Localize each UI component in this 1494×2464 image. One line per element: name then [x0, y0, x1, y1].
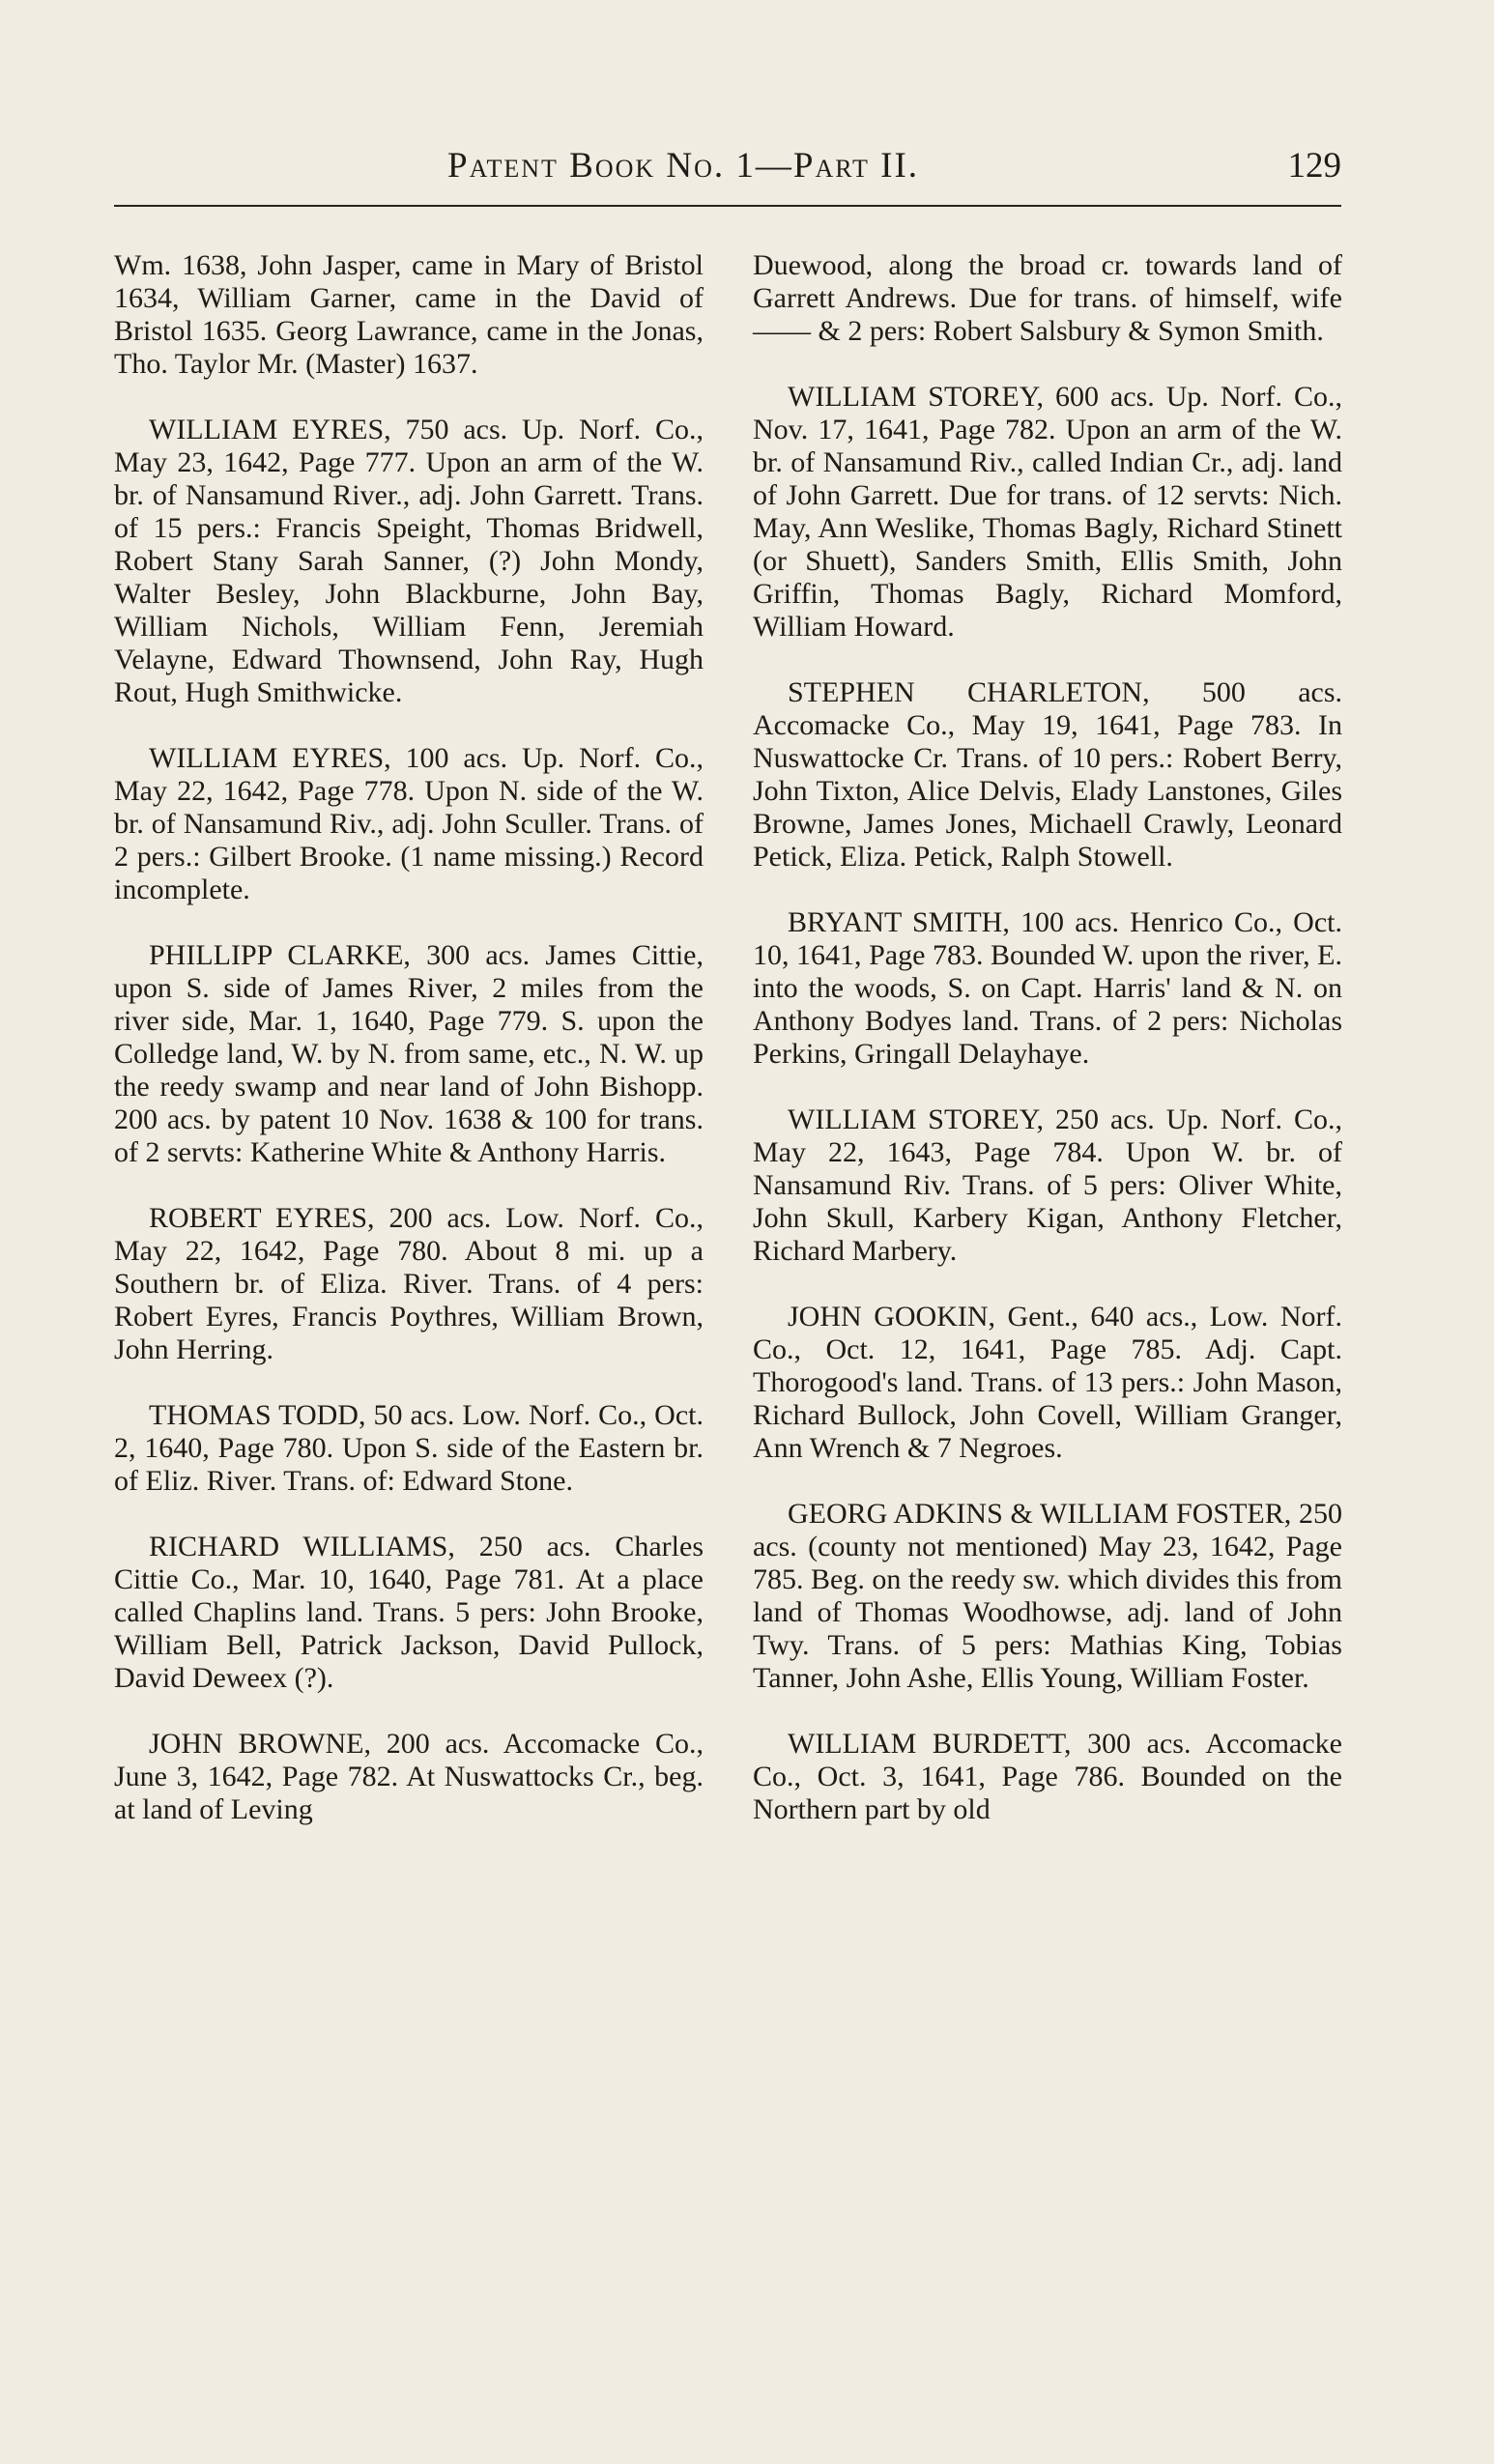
patent-entry: WILLIAM BURDETT, 300 acs. Accomacke Co., Oct. 3, 1641, Page 786. Bounded on the Northern part by old [753, 1728, 1342, 1825]
patent-entry: JOHN BROWNE, 200 acs. Accomacke Co., June 3, 1642, Page 782. At Nuswattocks Cr., beg. at land of Leving [114, 1728, 704, 1825]
patent-entry: WILLIAM EYRES, 750 acs. Up. Norf. Co., May 23, 1642, Page 777. Upon an arm of the W. br. of Nansamund River., adj. John Garrett. Trans. of 15 pers.: Francis Speight, Thomas Bridwell, Robert Stany Sarah Sanner, (?) John Mondy, Walter Besley, John Blackburne, John Bay, William Nichols, William Fenn, Jeremiah Velayne, Edward Thownsend, John Ray, Hugh Rout, Hugh Smithwicke. [114, 414, 704, 708]
running-head [114, 145, 1341, 199]
patent-entry: WILLIAM EYRES, 100 acs. Up. Norf. Co., May 22, 1642, Page 778. Upon N. side of the W. br. of Nansamund Riv., adj. John Sculler. Trans. of 2 pers.: Gilbert Brooke. (1 name missing.) Record incomplete. [114, 742, 704, 905]
patent-entry: RICHARD WILLIAMS, 250 acs. Charles Cittie Co., Mar. 10, 1640, Page 781. At a place called Chaplins land. Trans. 5 pers: John Brooke, William Bell, Patrick Jackson, David Pullock, David Deweex (?). [114, 1531, 704, 1694]
patent-entry: Wm. 1638, John Jasper, came in Mary of Bristol 1634, William Garner, came in the David of Bristol 1635. Georg Lawrance, came in the Jonas, Tho. Taylor Mr. (Master) 1637. [114, 249, 704, 380]
right-column [753, 249, 1342, 1859]
patent-entry: WILLIAM STOREY, 250 acs. Up. Norf. Co., May 22, 1643, Page 784. Upon W. br. of Nansamund Riv. Trans. of 5 pers: Oliver White, John Skull, Karbery Kigan, Anthony Fletcher, Richard Marbery. [753, 1103, 1342, 1267]
patent-entry: Duewood, along the broad cr. towards land of Garrett Andrews. Due for trans. of himself, wife —— & 2 pers: Robert Salsbury & Symon Smith. [753, 249, 1342, 347]
page-number: 129 [1287, 146, 1341, 186]
patent-entry: GEORG ADKINS & WILLIAM FOSTER, 250 acs. (county not mentioned) May 23, 1642, Page 785. Beg. on the reedy sw. which divides this from land of Thomas Woodhowse, adj. land of John Twy. Trans. of 5 pers: Mathias King, Tobias Tanner, John Ashe, Ellis Young, William Foster. [753, 1498, 1342, 1694]
patent-entry: THOMAS TODD, 50 acs. Low. Norf. Co., Oct. 2, 1640, Page 780. Upon S. side of the Eastern br. of Eliz. River. Trans. of: Edward Stone. [114, 1399, 704, 1497]
patent-entry: STEPHEN CHARLETON, 500 acs. Accomacke Co., May 19, 1641, Page 783. In Nuswattocke Cr. Trans. of 10 pers.: Robert Berry, John Tixton, Alice Delvis, Elady Lanstones, Giles Browne, James Jones, Michaell Crawly, Leonard Petick, Eliza. Petick, Ralph Stowell. [753, 676, 1342, 873]
patent-entry: BRYANT SMITH, 100 acs. Henrico Co., Oct. 10, 1641, Page 783. Bounded W. upon the river, E. into the woods, S. on Capt. Harris' land & N. on Anthony Bodyes land. Trans. of 2 pers: Nicholas Perkins, Gringall Delayhaye. [753, 906, 1342, 1070]
header-rule [114, 205, 1341, 207]
patent-entry: PHILLIPP CLARKE, 300 acs. James Cittie, upon S. side of James River, 2 miles from the river side, Mar. 1, 1640, Page 779. S. upon the Colledge land, W. by N. from same, etc., N. W. up the reedy swamp and near land of John Bishopp. 200 acs. by patent 10 Nov. 1638 & 100 for trans. of 2 servts: Katherine White & Anthony Harris. [114, 939, 704, 1168]
running-head-title: Patent Book No. 1—Part II. [447, 146, 920, 186]
patent-entry: JOHN GOOKIN, Gent., 640 acs., Low. Norf. Co., Oct. 12, 1641, Page 785. Adj. Capt. Thorogood's land. Trans. of 13 pers.: John Mason, Richard Bullock, John Covell, William Granger, Ann Wrench & 7 Negroes. [753, 1301, 1342, 1464]
patent-entry: WILLIAM STOREY, 600 acs. Up. Norf. Co., Nov. 17, 1641, Page 782. Upon an arm of the W. br. of Nansamund Riv., called Indian Cr., adj. land of John Garrett. Due for trans. of 12 servts: Nich. May, Ann Weslike, Thomas Bagly, Richard Stinett (or Shuett), Sanders Smith, Ellis Smith, John Griffin, Thomas Bagly, Richard Momford, William Howard. [753, 381, 1342, 643]
left-column [114, 249, 704, 1859]
patent-entry: ROBERT EYRES, 200 acs. Low. Norf. Co., May 22, 1642, Page 780. About 8 mi. up a Southern br. of Eliza. River. Trans. of 4 pers: Robert Eyres, Francis Poythres, William Brown, John Herring. [114, 1202, 704, 1365]
